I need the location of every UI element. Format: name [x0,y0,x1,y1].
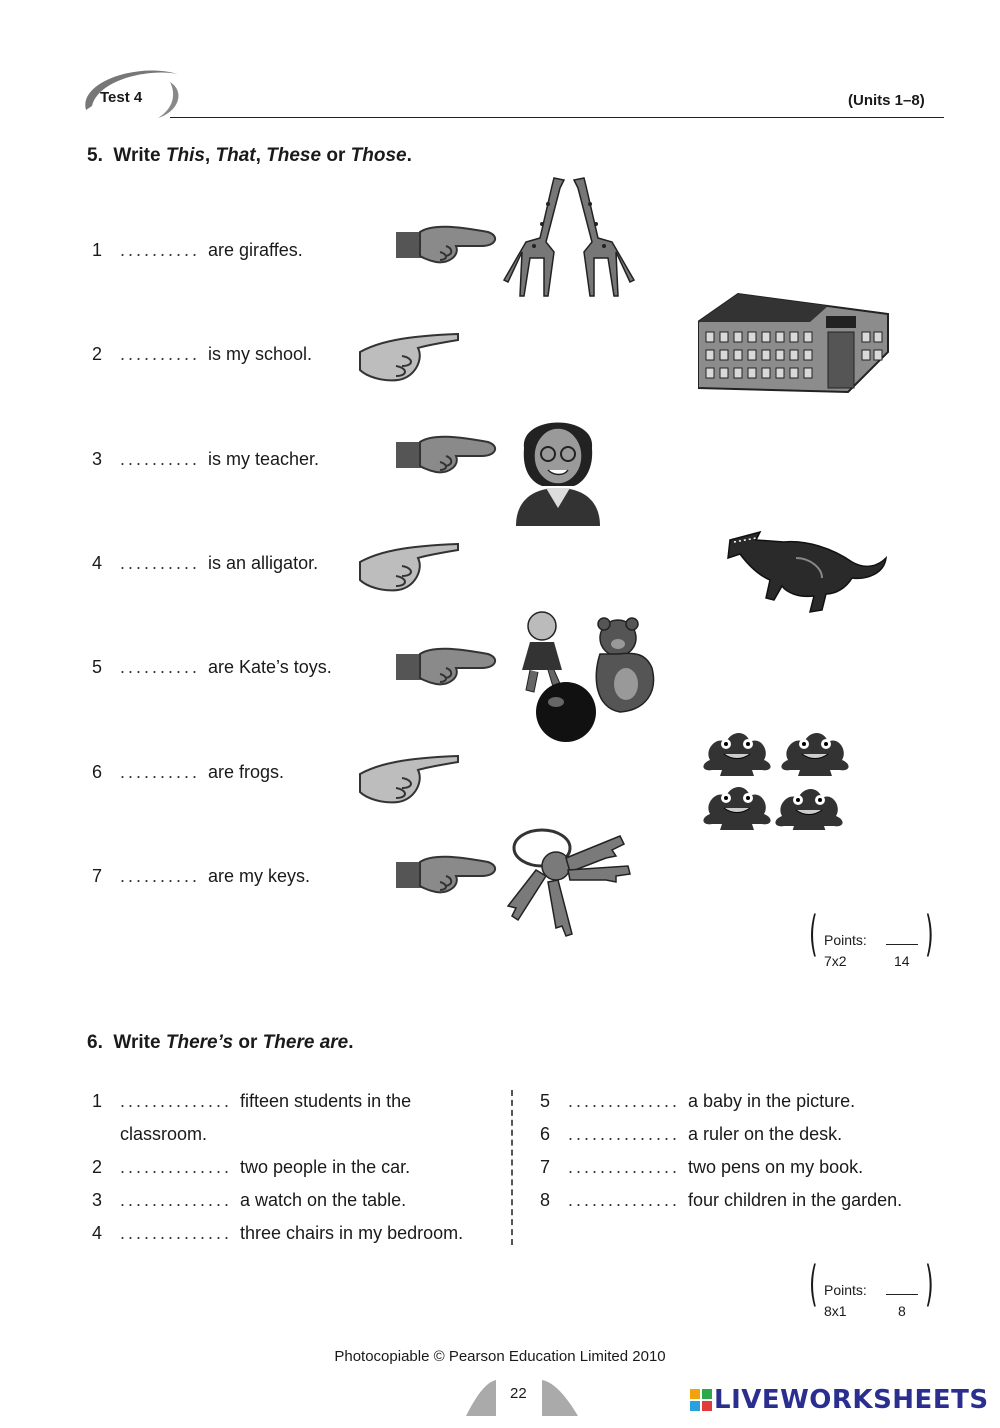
left-paren: ( [809,1256,818,1312]
answer-blank[interactable]: .......... [120,449,201,469]
giraffe-icon [494,172,644,300]
s6-item-5: 5 .............. a baby in the picture. [540,1091,856,1111]
answer-blank[interactable]: .......... [120,344,201,364]
points-box-6: ( Points: 8x1 8 ) [809,1256,934,1319]
answer-blank[interactable]: .......... [120,553,201,573]
left-paren: ( [809,906,818,962]
frog-icon [702,720,862,830]
s5-item-7: 7 .......... are my keys. [92,866,311,886]
copyright-line: Photocopiable © Pearson Education Limited 2010 [334,1348,666,1365]
answer-blank[interactable]: .............. [120,1091,233,1111]
answer-blank[interactable]: .............. [568,1157,681,1177]
pointing-hand-icon [358,752,462,808]
section5-heading: 5. Write This, That, These or Those. [87,145,412,166]
pointing-hand-icon [396,848,500,900]
s6-item-2: 2 .............. two people in the car. [92,1157,411,1177]
s5-item-3: 3 .......... is my teacher. [92,449,320,469]
pointing-hand-icon [358,540,462,596]
answer-blank[interactable]: .............. [568,1091,681,1111]
s6-item-6: 6 .............. a ruler on the desk. [540,1124,843,1144]
answer-blank[interactable]: .............. [120,1190,233,1210]
pointing-hand-icon [396,640,500,692]
school-icon [698,292,892,394]
liveworksheets-logo: LIVEWORKSHEETS [690,1385,989,1415]
right-paren: ) [925,906,934,962]
points-blank[interactable] [886,944,918,945]
answer-blank[interactable]: .............. [120,1157,233,1177]
answer-blank[interactable]: .......... [120,657,201,677]
alligator-icon [726,518,890,614]
s5-item-1: 1 .......... are giraffes. [92,240,303,260]
test-label: Test 4 [100,89,143,106]
toys-icon [496,608,666,742]
s5-item-5: 5 .......... are Kate’s toys. [92,657,332,677]
points-blank[interactable] [886,1294,918,1295]
pointing-hand-icon [358,330,462,386]
s6-item-1: 1 .............. fifteen students in the [92,1091,412,1111]
liveworksheets-mark-icon [690,1389,712,1411]
right-paren: ) [925,1256,934,1312]
answer-blank[interactable]: .............. [568,1124,681,1144]
points-box-5: ( Points: 7x2 14 ) [809,906,934,969]
pointing-hand-icon [396,428,500,480]
s5-item-2: 2 .......... is my school. [92,344,313,364]
answer-blank[interactable]: .............. [568,1190,681,1210]
answer-blank[interactable]: .......... [120,762,201,782]
units-label: (Units 1–8) [848,92,925,109]
s6-item-4: 4 .............. three chairs in my bedroom. [92,1223,464,1243]
answer-blank[interactable]: .......... [120,866,201,886]
column-divider [511,1090,513,1245]
pointing-hand-icon [396,218,500,270]
s5-item-6: 6 .......... are frogs. [92,762,285,782]
answer-blank[interactable]: .......... [120,240,201,260]
header-rule [170,117,944,118]
s6-item-3: 3 .............. a watch on the table. [92,1190,407,1210]
answer-blank[interactable]: .............. [120,1223,233,1243]
s6-item-8: 8 .............. four children in the garden. [540,1190,903,1210]
section6-heading: 6. Write There’s or There are. [87,1032,354,1053]
s5-item-4: 4 .......... is an alligator. [92,553,319,573]
s6-item-1-continued: classroom. [120,1124,208,1144]
page-number: 22 [510,1385,527,1402]
keys-icon [496,822,636,940]
teacher-icon [510,404,606,526]
s6-item-7: 7 .............. two pens on my book. [540,1157,864,1177]
